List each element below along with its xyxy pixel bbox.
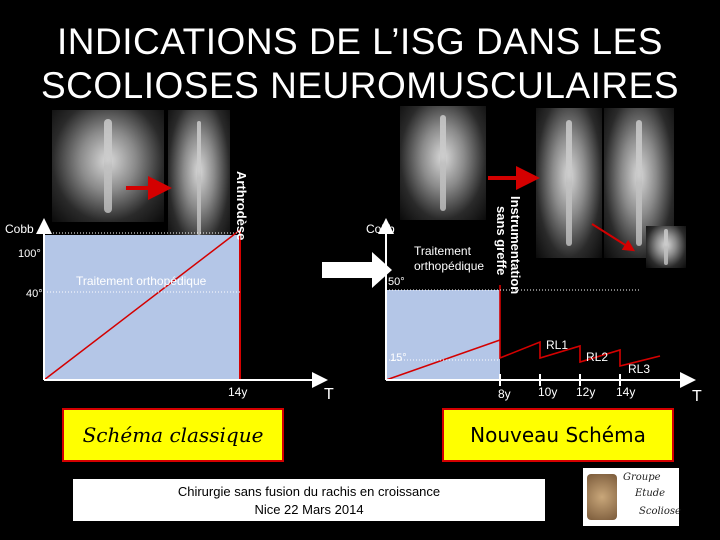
right-axis-t: T xyxy=(692,388,702,405)
right-treatment-label xyxy=(414,244,484,274)
age-12y: 12y xyxy=(576,385,596,399)
logo-emblem-icon xyxy=(587,474,617,520)
groupe-etude-scoliose-logo xyxy=(583,468,679,526)
rl1-label: RL1 xyxy=(546,338,569,352)
title-line-2: SCOLIOSES NEUROMUSCULAIRES xyxy=(40,65,680,106)
red-arrow-right-2 xyxy=(592,224,630,248)
footer-line-1: Chirurgie sans fusion du rachis en croissance xyxy=(177,484,441,499)
right-surgery-line-2: sans greffe xyxy=(494,206,509,276)
classic-schema-box: Schéma classique xyxy=(62,408,284,462)
left-tick-100: 100° xyxy=(18,248,41,260)
age-8y: 8y xyxy=(498,387,511,401)
right-axis-label: Cobb xyxy=(366,222,395,236)
left-axis-label: Cobb xyxy=(5,222,34,236)
left-treatment-label: Traitement orthopédique xyxy=(76,274,207,288)
rl2-label: RL2 xyxy=(586,350,609,364)
logo-word-1: Groupe xyxy=(623,472,661,483)
logo-word-2: Etude xyxy=(635,488,666,499)
age-14y: 14y xyxy=(616,385,636,399)
right-rl-curve xyxy=(500,285,660,366)
left-surgery-label: Arthrodèse xyxy=(234,171,249,241)
left-age-label: 14y xyxy=(228,385,248,399)
right-tick-15: 15° xyxy=(390,352,407,364)
right-surgery-line-1: Instrumentation xyxy=(508,196,523,295)
right-schema-area xyxy=(386,290,500,380)
left-axis-t: T xyxy=(324,386,334,403)
transition-arrow xyxy=(322,252,392,288)
right-treatment-line-2: orthopédique xyxy=(414,259,485,273)
footer-line-2: Nice 22 Mars 2014 xyxy=(254,502,364,517)
left-tick-40: 40° xyxy=(26,288,43,300)
right-treatment-line-1: Traitement xyxy=(414,244,471,258)
rl3-label: RL3 xyxy=(628,362,651,376)
title-line-1: INDICATIONS DE L’ISG DANS LES xyxy=(57,21,663,62)
footer-box xyxy=(72,478,546,522)
logo-word-3: Scoliose xyxy=(639,506,681,517)
right-tick-50: 50° xyxy=(388,276,405,288)
right-surgery-label xyxy=(494,196,523,295)
new-schema-box: Nouveau Schéma xyxy=(442,408,674,462)
age-10y: 10y xyxy=(538,385,558,399)
